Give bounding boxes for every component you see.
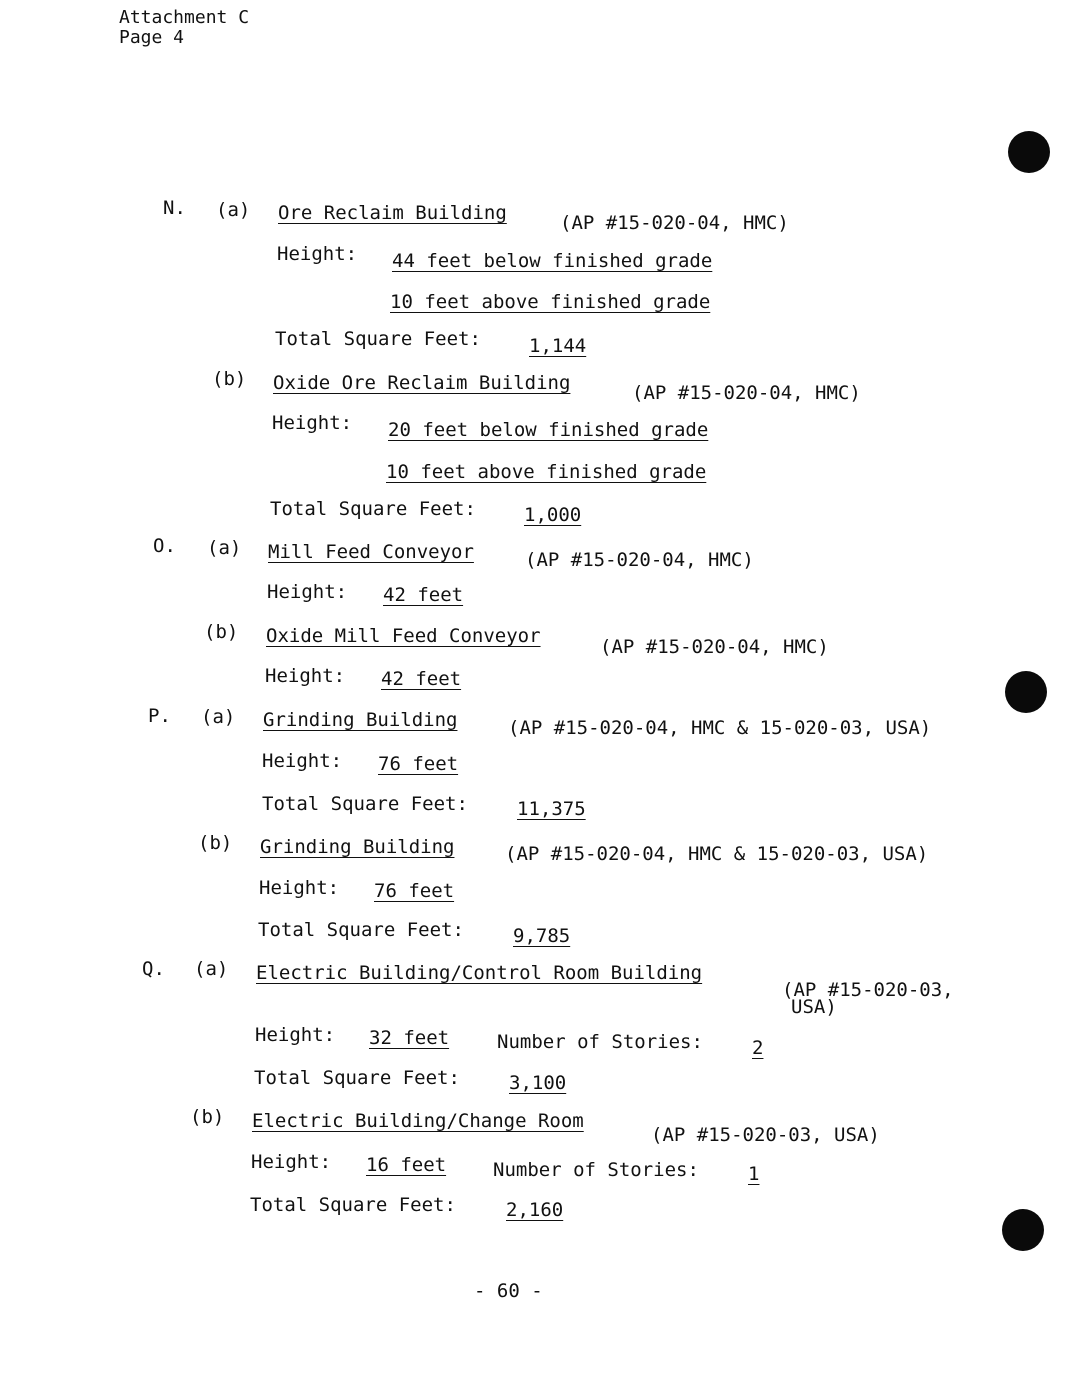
ap-reference: (AP #15-020-04, HMC) (600, 636, 829, 658)
building-title: Mill Feed Conveyor (268, 541, 474, 563)
sqft-label: Total Square Feet: (250, 1194, 456, 1216)
height-label: Height: (251, 1151, 332, 1173)
ap-reference: (AP #15-020-04, HMC & 15-020-03, USA) (508, 717, 932, 739)
sqft-value: 1,000 (524, 504, 582, 526)
ap-reference-cont: USA) (791, 996, 837, 1018)
ap-reference: (AP #15-020-04, HMC) (525, 549, 754, 571)
sqft-label: Total Square Feet: (275, 328, 481, 350)
height-value: 20 feet below finished grade (388, 419, 709, 441)
sub-label: (b) (198, 832, 233, 854)
sub-label: (a) (207, 537, 242, 559)
height-label: Height: (259, 877, 340, 899)
height-value: 76 feet (378, 753, 459, 775)
building-title: Grinding Building (260, 836, 455, 858)
stories-label: Number of Stories: (493, 1159, 699, 1181)
height-value: 44 feet below finished grade (392, 250, 713, 272)
ap-reference: (AP #15-020-04, HMC & 15-020-03, USA) (505, 843, 929, 865)
sub-label: (a) (216, 199, 251, 221)
ap-reference: (AP #15-020-04, HMC) (632, 382, 861, 404)
height-label: Height: (262, 750, 343, 772)
sqft-label: Total Square Feet: (270, 498, 476, 520)
height-value: 42 feet (383, 584, 464, 606)
height-label: Height: (265, 665, 346, 687)
height-label: Height: (277, 243, 358, 265)
document-header (119, 8, 249, 48)
ap-reference: (AP #15-020-03, (782, 979, 954, 1001)
page-number: - 60 - (474, 1280, 543, 1302)
hole-punch-middle (1005, 671, 1047, 713)
building-title: Oxide Mill Feed Conveyor (266, 625, 541, 647)
height-value: 32 feet (369, 1027, 450, 1049)
sqft-value: 1,144 (529, 335, 587, 357)
sqft-label: Total Square Feet: (262, 793, 468, 815)
hole-punch-top (1008, 131, 1050, 173)
sub-label: (b) (204, 621, 239, 643)
sqft-value: 2,160 (506, 1199, 564, 1221)
ap-reference: (AP #15-020-03, USA) (651, 1124, 880, 1146)
hole-punch-bottom (1002, 1209, 1044, 1251)
page-label: Page 4 (119, 27, 185, 48)
sub-label: (a) (201, 706, 236, 728)
height-value: 76 feet (374, 880, 455, 902)
sqft-label: Total Square Feet: (258, 919, 464, 941)
sub-label: (a) (194, 958, 229, 980)
building-title: Ore Reclaim Building (278, 202, 507, 224)
sqft-label: Total Square Feet: (254, 1067, 460, 1089)
height-value: 42 feet (381, 668, 462, 690)
height-value-2: 10 feet above finished grade (390, 291, 711, 313)
section-label: Q. (142, 958, 165, 980)
building-title: Electric Building/Change Room (252, 1110, 584, 1132)
height-label: Height: (267, 581, 348, 603)
building-title: Oxide Ore Reclaim Building (273, 372, 571, 394)
sqft-value: 9,785 (513, 925, 571, 947)
height-label: Height: (255, 1024, 336, 1046)
building-title: Grinding Building (263, 709, 458, 731)
sub-label: (b) (212, 368, 247, 390)
section-label: P. (148, 705, 171, 727)
stories-label: Number of Stories: (497, 1031, 703, 1053)
sub-label: (b) (190, 1106, 225, 1128)
sqft-value: 11,375 (517, 798, 586, 820)
stories-value: 2 (752, 1037, 764, 1059)
building-title: Electric Building/Control Room Building (256, 962, 703, 984)
section-label: N. (163, 197, 186, 219)
height-label: Height: (272, 412, 353, 434)
height-value-2: 10 feet above finished grade (386, 461, 707, 483)
stories-value: 1 (748, 1163, 760, 1185)
ap-reference: (AP #15-020-04, HMC) (560, 212, 789, 234)
attachment-label: Attachment C (119, 7, 250, 28)
sqft-value: 3,100 (509, 1072, 567, 1094)
section-label: O. (153, 535, 176, 557)
height-value: 16 feet (366, 1154, 447, 1176)
